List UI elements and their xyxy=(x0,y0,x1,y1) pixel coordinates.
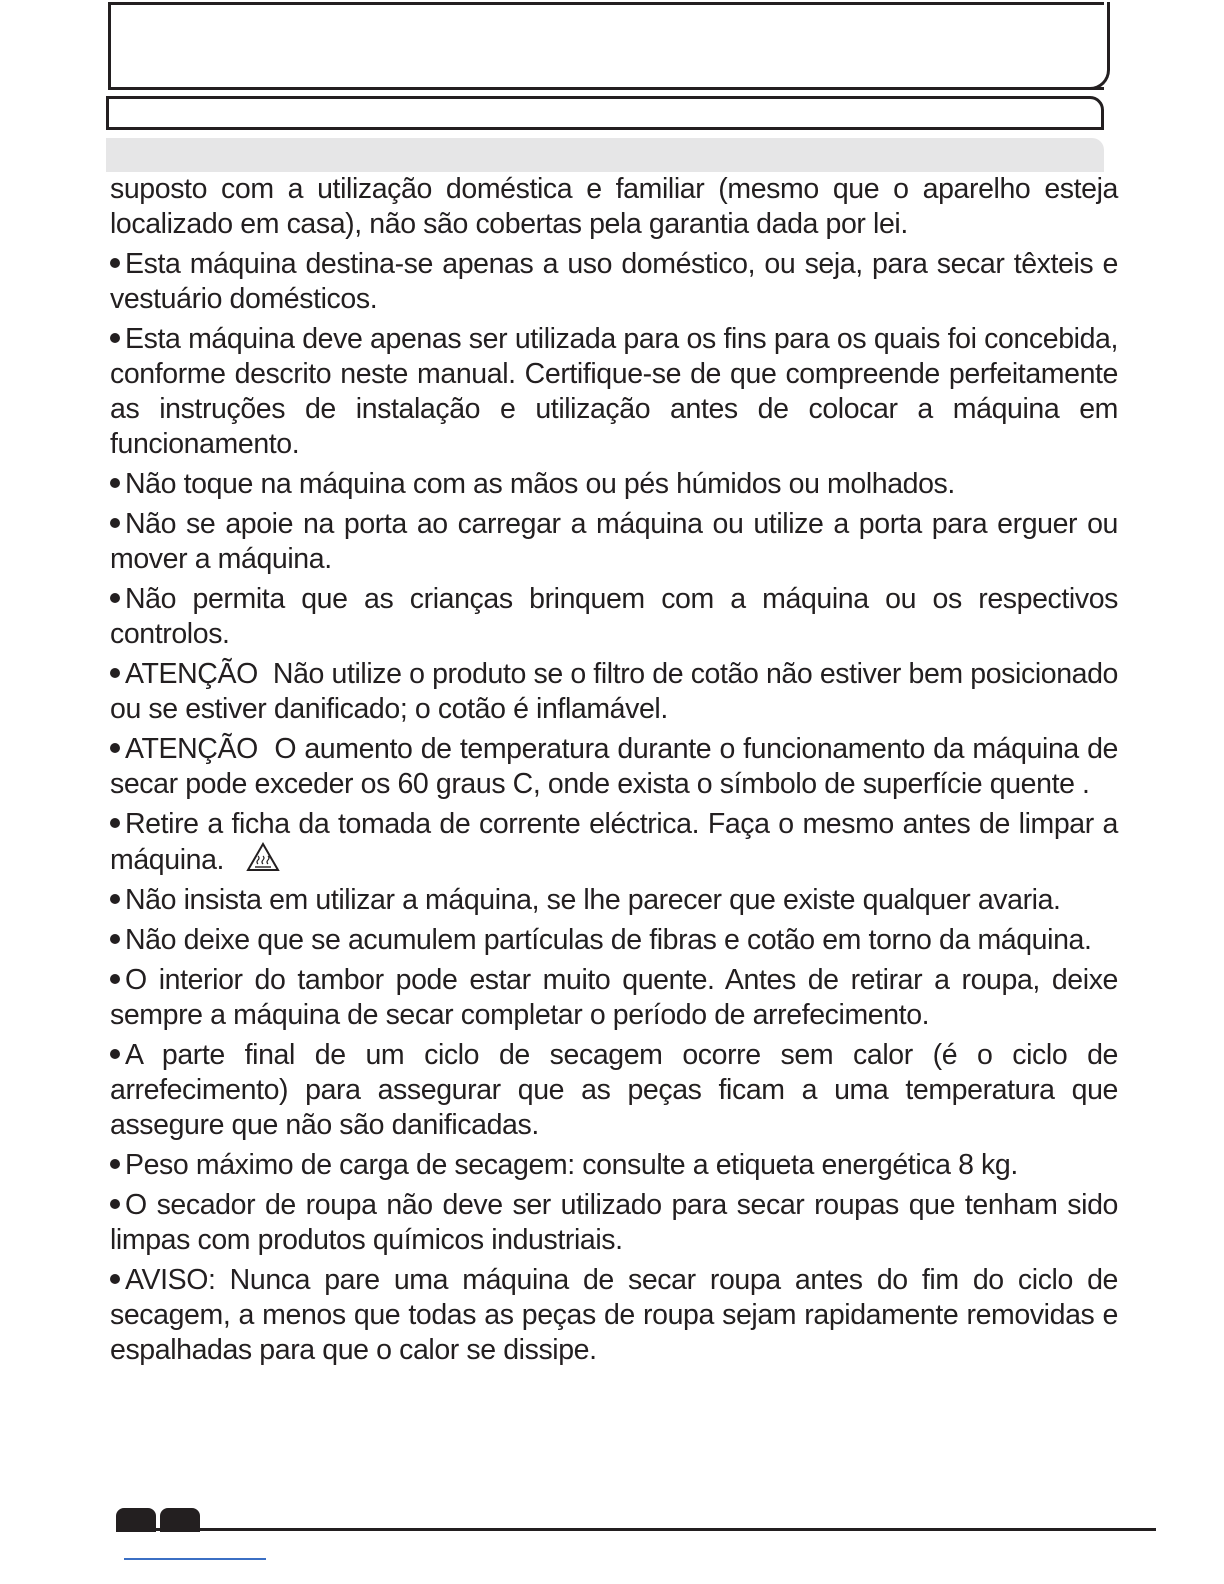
bullet-item: AVISO: Nunca pare uma máquina de secar roupa antes do fim do ciclo de secagem, a menos que todas as peças de roupa sejam rapidamente removidas e espalhadas para que o calor se dissipe. xyxy=(110,1264,1118,1366)
bullet-item: Não insista em utilizar a máquina, se lhe parecer que existe qualquer avaria. xyxy=(110,883,1118,918)
bullet-dot-icon xyxy=(110,258,120,268)
section-band xyxy=(106,138,1104,172)
header-subtitle-box xyxy=(106,96,1104,130)
bullet-dot-icon xyxy=(110,1159,120,1169)
bullet-dot-icon xyxy=(110,593,120,603)
bullet-dot-icon xyxy=(110,974,120,984)
bullet-dot-icon xyxy=(110,478,120,488)
bullet-item: Retire a ficha da tomada de corrente eléctrica. Faça o mesmo antes de limpar a máquina. xyxy=(110,808,1118,876)
bullet-dot-icon xyxy=(110,1199,120,1209)
bullet-item: Não toque na máquina com as mãos ou pés húmidos ou molhados. xyxy=(110,467,1118,502)
header-title-box-corner xyxy=(1090,2,1110,90)
bullet-dot-icon xyxy=(110,934,120,944)
bullet-item: ATENÇÃO Não utilize o produto se o filtro de cotão não estiver bem posicionado ou se estiver danificado; o cotão é inflamável. xyxy=(110,658,1126,725)
bullet-item: Não se apoie na porta ao carregar a máquina ou utilize a porta para erguer ou mover a máquina. xyxy=(110,508,1118,575)
header-title-box xyxy=(108,2,1104,90)
bullet-item: Não deixe que se acumulem partículas de fibras e cotão em torno da máquina. xyxy=(110,923,1118,958)
hot-surface-warning-icon xyxy=(246,842,280,872)
bullet-dot-icon xyxy=(110,333,120,343)
bullet-item: ATENÇÃO O aumento de temperatura durante o funcionamento da máquina de secar pode exceder os 60 graus C, onde exista o símbolo de superfície quente . xyxy=(110,733,1126,800)
bullet-dot-icon xyxy=(110,894,120,904)
bullet-dot-icon xyxy=(110,1049,120,1059)
bullet-dot-icon xyxy=(110,518,120,528)
bullet-item: A parte final de um ciclo de secagem ocorre sem calor (é o ciclo de arrefecimento) para assegurar que as peças ficam a uma temperatura que assegure que não são danificadas. xyxy=(110,1039,1118,1141)
paragraph: suposto com a utilização doméstica e familiar (mesmo que o aparelho esteja localizado em casa), não são cobertas pela garantia dada por lei. xyxy=(110,173,1118,240)
bullet-item: Esta máquina destina-se apenas a uso doméstico, ou seja, para secar têxteis e vestuário domésticos. xyxy=(110,248,1118,315)
bullet-item: Peso máximo de carga de secagem: consulte a etiqueta energética 8 kg. xyxy=(110,1148,1118,1183)
bullet-item: O secador de roupa não deve ser utilizado para secar roupas que tenham sido limpas com produtos químicos industriais. xyxy=(110,1189,1118,1256)
bullet-dot-icon xyxy=(110,743,120,753)
safety-instructions xyxy=(110,172,1126,1373)
footer-accent-line xyxy=(124,1558,266,1560)
footer-rule xyxy=(116,1528,1156,1531)
bullet-item: Não permita que as crianças brinquem com a máquina ou os respectivos controlos. xyxy=(110,583,1118,650)
bullet-dot-icon xyxy=(110,1274,120,1284)
bullet-dot-icon xyxy=(110,818,120,828)
bullet-item: Esta máquina deve apenas ser utilizada para os fins para os quais foi concebida, conforme descrito neste manual. Certifique-se de que compreende perfeitamente as instruções de instalação e utilização antes de colocar a máquina em funcionamento. xyxy=(110,323,1118,460)
bullet-dot-icon xyxy=(110,668,120,678)
bullet-item: O interior do tambor pode estar muito quente. Antes de retirar a roupa, deixe sempre a máquina de secar completar o período de arrefecimento. xyxy=(110,964,1118,1031)
